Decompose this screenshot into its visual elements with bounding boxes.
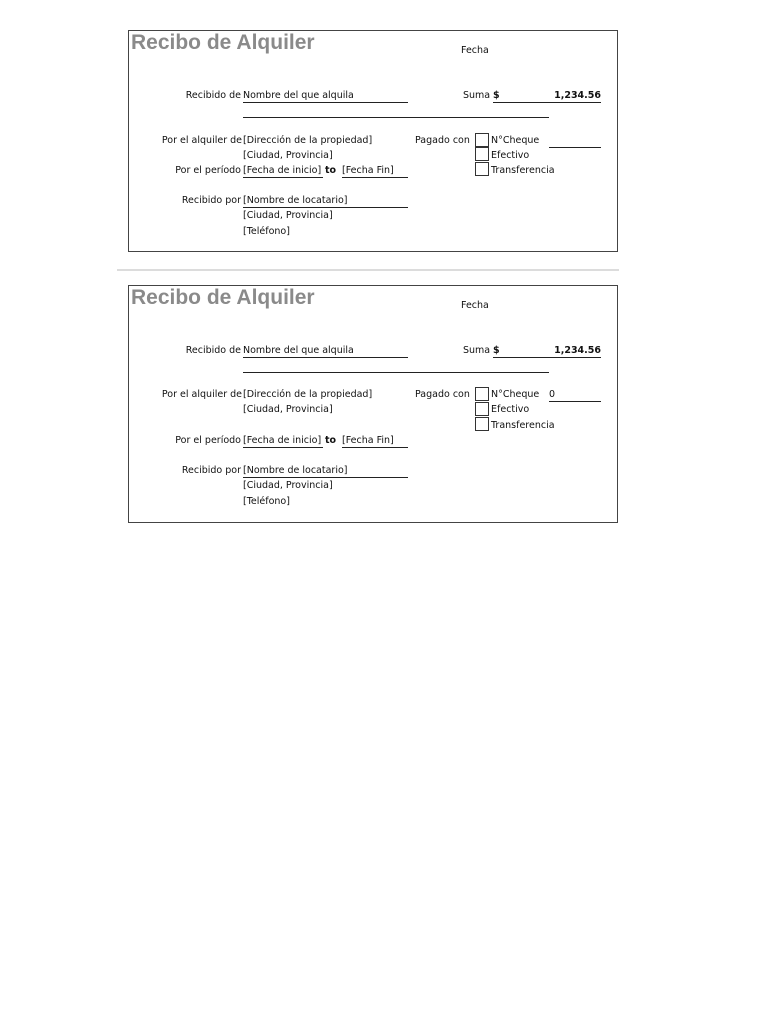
tenant-phone[interactable]: [Teléfono] <box>243 226 290 237</box>
period-label: Por el período <box>175 165 241 176</box>
start-date-field[interactable]: [Fecha de inicio] <box>243 165 322 176</box>
date-label: Fecha <box>461 300 489 311</box>
property-city[interactable]: [Ciudad, Provincia] <box>243 150 333 161</box>
transfer-checkbox[interactable] <box>475 162 489 176</box>
amount-field[interactable] <box>493 90 601 103</box>
property-city[interactable]: [Ciudad, Provincia] <box>243 404 333 415</box>
check-number-field[interactable]: 0 <box>549 389 601 402</box>
amount-value: 1,234.56 <box>554 345 601 356</box>
currency-symbol: $ <box>493 345 500 356</box>
rent-for-label: Por el alquiler de <box>161 135 242 146</box>
received-by-label: Recibido por <box>181 195 241 206</box>
check-number-label: N°Cheque <box>491 389 540 400</box>
received-from-extra-line <box>243 372 549 373</box>
cash-checkbox[interactable] <box>475 147 489 161</box>
transfer-label: Transferencia <box>491 420 555 431</box>
check-number-field[interactable] <box>549 135 601 148</box>
to-label: to <box>325 165 337 176</box>
received-from-field[interactable]: Nombre del que alquila <box>243 90 408 103</box>
property-address[interactable]: [Dirección de la propiedad] <box>243 389 373 400</box>
received-by-label: Recibido por <box>181 465 241 476</box>
currency-symbol: $ <box>493 90 500 101</box>
check-checkbox[interactable] <box>475 133 489 147</box>
end-date-field[interactable]: [Fecha Fin] <box>342 435 408 448</box>
transfer-label: Transferencia <box>491 165 555 176</box>
received-from-label: Recibido de <box>185 345 241 356</box>
cash-label: Efectivo <box>491 404 530 415</box>
cash-checkbox[interactable] <box>475 402 489 416</box>
sum-label: Suma <box>463 90 491 101</box>
amount-field[interactable] <box>493 345 601 358</box>
rent-receipt <box>128 285 618 523</box>
tenant-name-field[interactable]: [Nombre de locatario] <box>243 465 408 478</box>
tenant-phone[interactable]: [Teléfono] <box>243 496 290 507</box>
received-from-label: Recibido de <box>185 90 241 101</box>
received-from-field[interactable]: Nombre del que alquila <box>243 345 408 358</box>
to-label: to <box>325 435 337 446</box>
check-checkbox[interactable] <box>475 387 489 401</box>
tenant-name-field[interactable]: [Nombre de locatario] <box>243 195 408 208</box>
sum-label: Suma <box>463 345 491 356</box>
start-date-field[interactable]: [Fecha de inicio] <box>243 435 322 446</box>
paid-with-label: Pagado con <box>415 135 470 146</box>
end-date-field[interactable]: [Fecha Fin] <box>342 165 408 178</box>
transfer-checkbox[interactable] <box>475 417 489 431</box>
receipt-title: Recibo de Alquiler <box>131 286 315 309</box>
cash-label: Efectivo <box>491 150 530 161</box>
amount-value: 1,234.56 <box>554 90 601 101</box>
receipt-title: Recibo de Alquiler <box>131 31 315 54</box>
date-label: Fecha <box>461 45 489 56</box>
rent-receipt <box>128 30 618 252</box>
rent-for-label: Por el alquiler de <box>161 389 242 400</box>
property-address[interactable]: [Dirección de la propiedad] <box>243 135 373 146</box>
check-number-label: N°Cheque <box>491 135 540 146</box>
period-label: Por el período <box>175 435 241 446</box>
paid-with-label: Pagado con <box>415 389 470 400</box>
page-divider <box>117 269 619 271</box>
tenant-city[interactable]: [Ciudad, Provincia] <box>243 210 333 221</box>
tenant-city[interactable]: [Ciudad, Provincia] <box>243 480 333 491</box>
received-from-extra-line <box>243 117 549 118</box>
